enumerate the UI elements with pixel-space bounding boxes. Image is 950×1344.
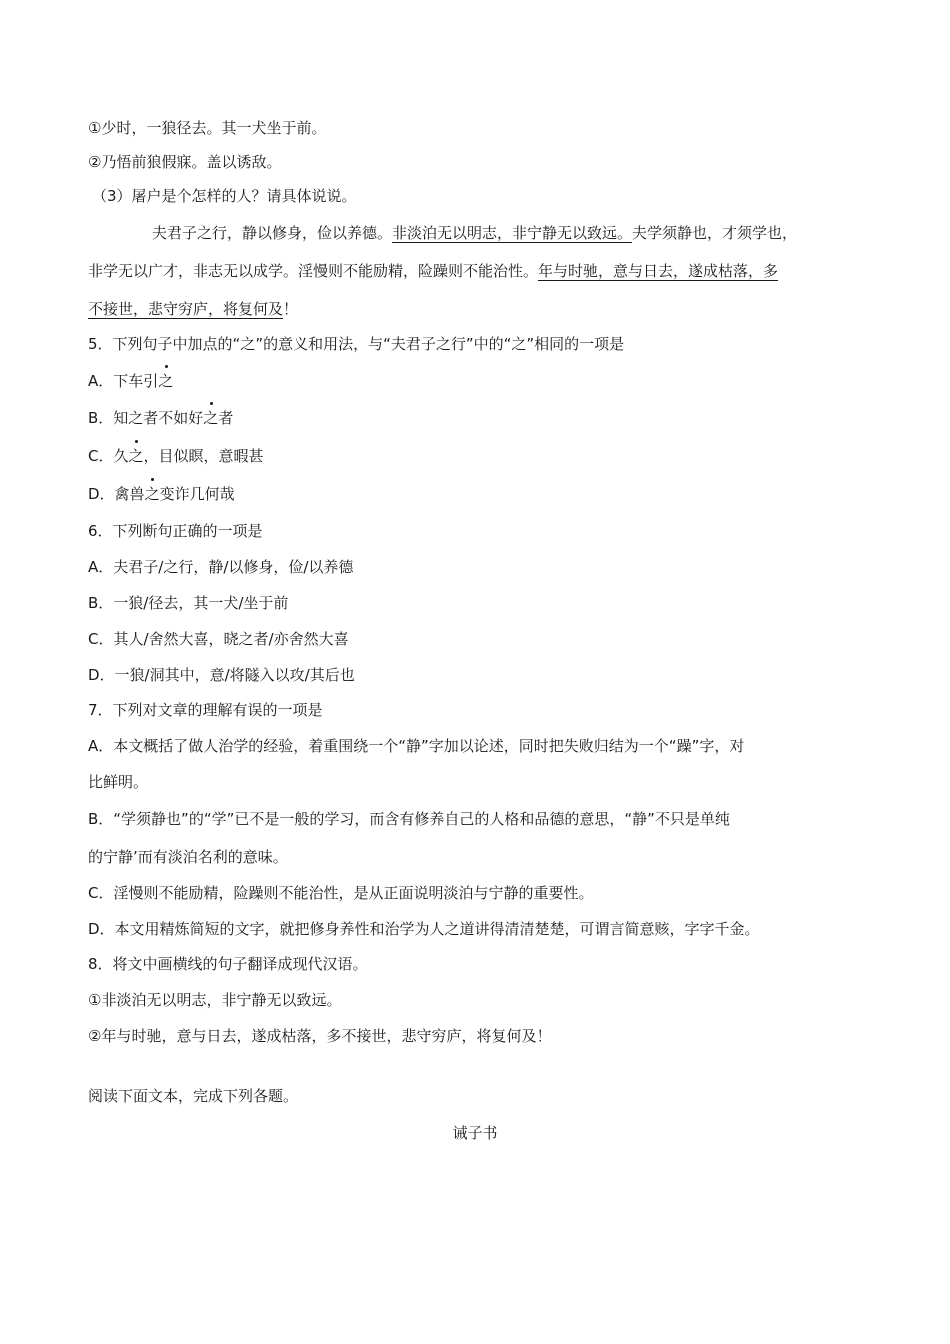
- passage-text: 夫君子之行，静以修身，俭以养德。: [152, 224, 393, 242]
- dotted-character: 之: [144, 485, 160, 503]
- question-5-option-b: [88, 407, 233, 429]
- passage-line-1: [152, 222, 797, 244]
- option-text: D．禽兽: [88, 485, 145, 503]
- question-8-item-2: ②年与时驰，意与日去，遂成枯落，多不接世，悲守穷庐，将复何及！: [88, 1027, 552, 1045]
- question-6-option-c: C．其人/舍然大喜，晓之者/亦舍然大喜: [88, 630, 349, 648]
- prev-answer-item-2: ②乃悟前狼假寐。盖以诱敌。: [88, 153, 282, 171]
- option-text: 者: [218, 409, 234, 427]
- section-title: 诫子书: [452, 1124, 498, 1142]
- option-text: B．知之者不如好: [88, 409, 204, 427]
- option-text: C．久: [88, 447, 129, 465]
- question-7-option-d: D．本文用精炼简短的文字，就把修身养性和治学为人之道讲得清清楚楚，可谓言简意赅，字字千金。: [88, 920, 760, 938]
- passage-text: 非学无以广才，非志无以成学。淫慢则不能励精，险躁则不能治性。: [88, 262, 539, 280]
- question-7-option-a-line-2: 比鲜明。: [88, 773, 149, 791]
- option-text: 变诈几何哉: [159, 485, 235, 503]
- option-text: ，目似瞑，意暇甚: [143, 447, 264, 465]
- question-7-stem: 7．下列对文章的理解有误的一项是: [88, 701, 323, 719]
- passage-line-3: [88, 298, 298, 320]
- dotted-character: 之: [203, 409, 219, 427]
- question-6-stem: 6．下列断句正确的一项是: [88, 522, 263, 540]
- section-intro: 阅读下面文本，完成下列各题。: [88, 1087, 299, 1105]
- question-6-option-b: B．一狼/径去，其一犬/坐于前: [88, 594, 289, 612]
- question-7-option-a-line-1: A．本文概括了做人治学的经验，着重围绕一个“静”字加以论述，同时把失败归结为一个“躁”字，对: [88, 737, 745, 755]
- question-6-option-d: D．一狼/洞其中，意/将隧入以攻/其后也: [88, 666, 355, 684]
- question-5-stem: 5．下列句子中加点的“之”的意义和用法，与“夫君子之行”中的“之”相同的一项是: [88, 335, 625, 353]
- question-7-option-b-line-2: 的宁静’而有淡泊名利的意味。: [88, 848, 288, 866]
- question-6-option-a: A．夫君子/之行，静/以修身，俭/以养德: [88, 558, 354, 576]
- question-8-item-1: ①非淡泊无以明志，非宁静无以致远。: [88, 991, 342, 1009]
- option-text: A．下车引: [88, 372, 159, 390]
- passage-line-2: [88, 260, 778, 282]
- question-5-option-c: [88, 445, 264, 467]
- passage-text: 夫学须静也，才须学也，: [632, 224, 798, 242]
- underlined-sentence-2-part-1: 年与时驰，意与日去，遂成枯落，多: [538, 262, 779, 280]
- question-7-option-c: C．淫慢则不能励精，险躁则不能治性，是从正面说明淡泊与宁静的重要性。: [88, 884, 594, 902]
- dotted-character: 之: [128, 447, 144, 465]
- question-5-option-d: [88, 483, 235, 505]
- question-7-option-b-line-1: B．“学须静也”的“学”已不是一般的学习，而含有修养自己的人格和品德的意思，“静”不只是单纯: [88, 810, 730, 828]
- question-3: （3）屠户是个怎样的人？请具体说说。: [92, 187, 357, 205]
- passage-text: ！: [283, 300, 299, 318]
- underlined-sentence-1: 非淡泊无以明志，非宁静无以致远。: [392, 224, 633, 242]
- question-8-stem: 8．将文中画横线的句子翻译成现代汉语。: [88, 955, 368, 973]
- dotted-character: 之: [158, 372, 174, 390]
- question-5-option-a: [88, 370, 173, 392]
- underlined-sentence-2-part-2: 不接世，悲守穷庐，将复何及: [88, 300, 284, 318]
- prev-answer-item-1: ①少时，一狼径去。其一犬坐于前。: [88, 119, 327, 137]
